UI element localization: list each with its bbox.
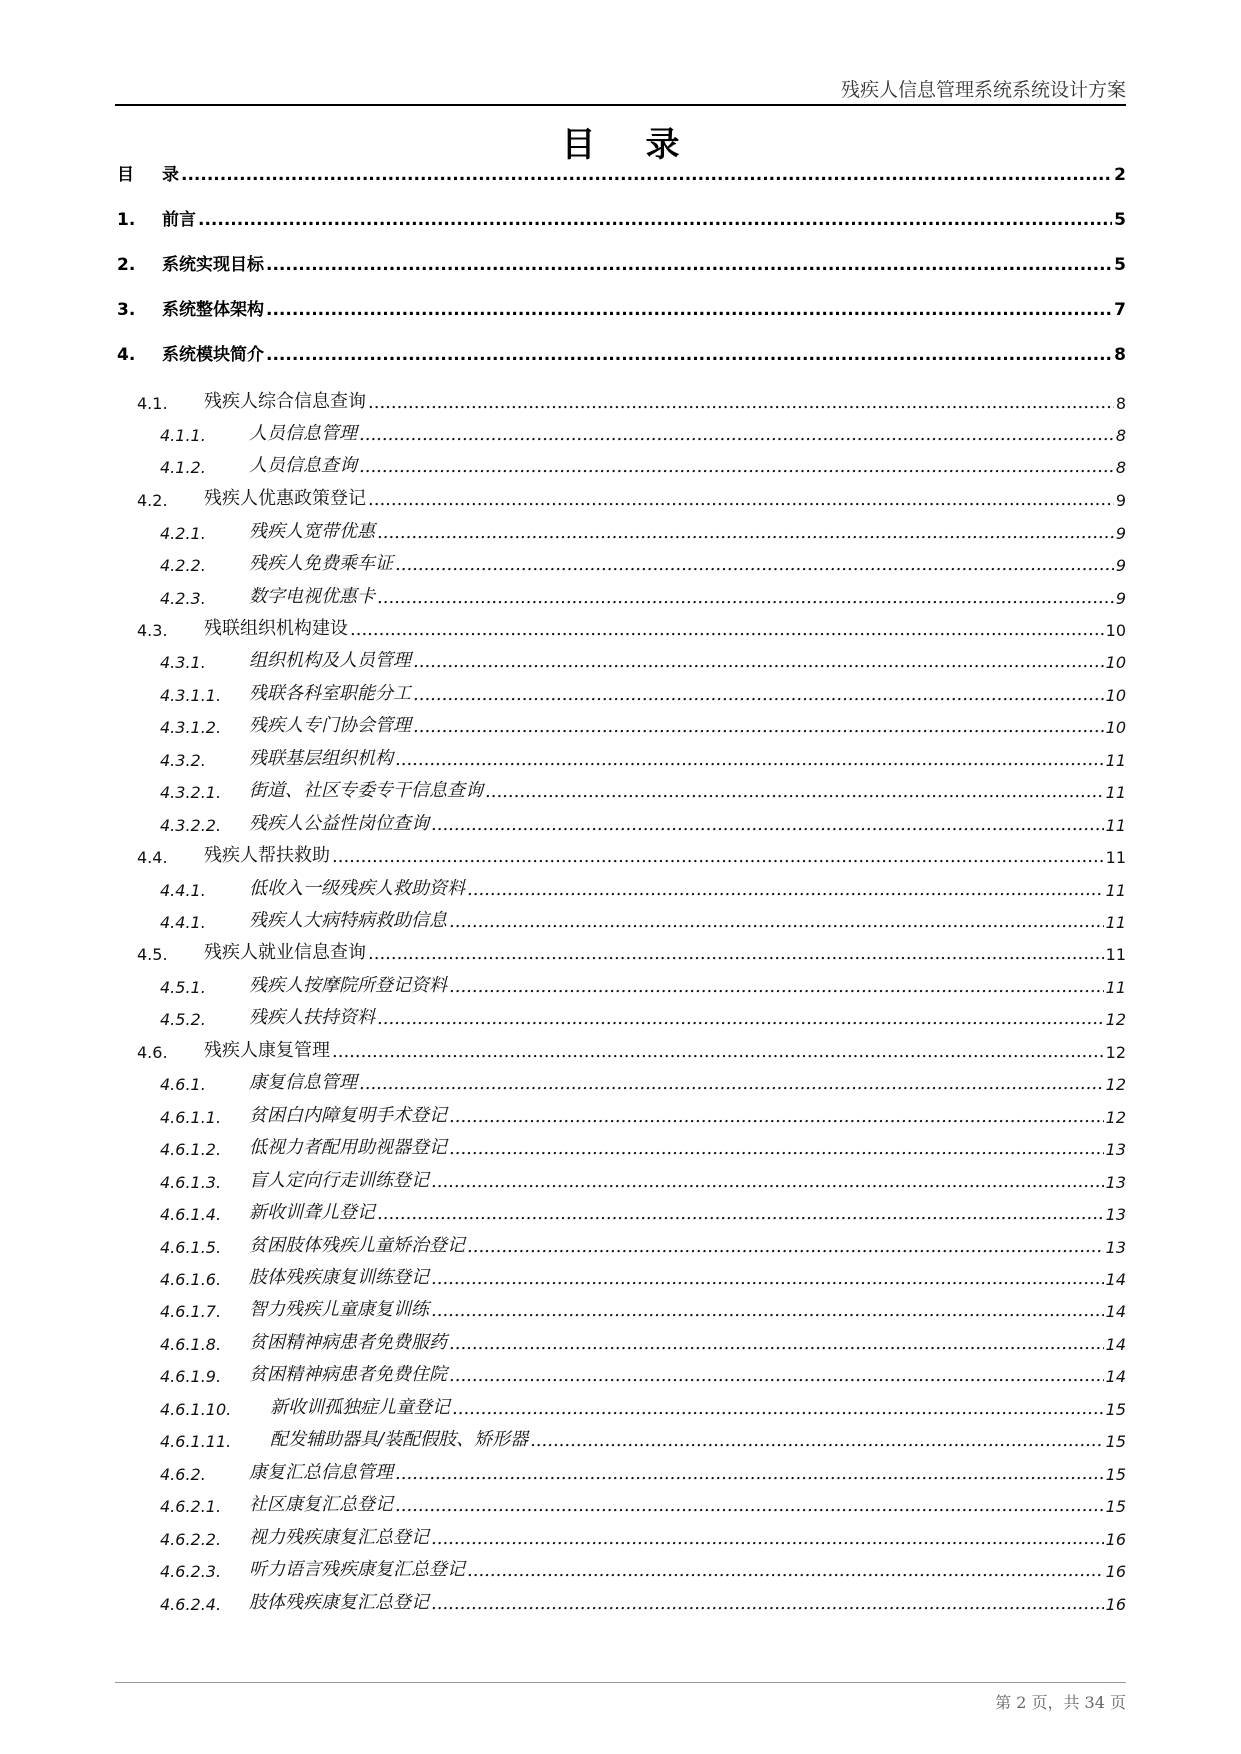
toc-entry[interactable] xyxy=(160,1584,1126,1614)
page-number-footer: 第 2 页，共 34 页 xyxy=(995,1693,1126,1712)
toc-entry-title: 组织机构及人员管理 xyxy=(249,650,411,671)
toc-entry-number: 4.3.2. xyxy=(160,751,206,770)
toc-entry-title: 街道、社区专委专干信息查询 xyxy=(249,780,483,801)
toc-entry[interactable] xyxy=(117,155,1126,185)
toc-leader-dots xyxy=(449,911,1104,932)
toc-entry-title: 残疾人大病特病救助信息 xyxy=(249,910,447,931)
toc-entry[interactable] xyxy=(117,335,1126,365)
toc-entry-number: 4.1.2. xyxy=(160,458,206,477)
toc-entry-page: 11 xyxy=(1105,881,1126,900)
toc-leader-dots xyxy=(395,1495,1104,1516)
toc-entry-number: 4.3.1.1. xyxy=(160,686,222,705)
toc-leader-dots xyxy=(467,1236,1104,1257)
toc-entry[interactable] xyxy=(137,610,1126,640)
toc-entry-page: 12 xyxy=(1105,1075,1126,1094)
toc-entry-page: 14 xyxy=(1105,1302,1126,1321)
toc-entry-page: 15 xyxy=(1105,1400,1126,1419)
toc-entry-page: 14 xyxy=(1105,1335,1126,1354)
toc-entry[interactable] xyxy=(160,1259,1126,1289)
toc-entry-page: 5 xyxy=(1114,255,1126,275)
toc-entry[interactable] xyxy=(160,675,1126,705)
toc-entry-title: 肢体残疾康复汇总登记 xyxy=(249,1592,429,1613)
toc-entry-page: 13 xyxy=(1105,1173,1126,1192)
toc-entry-page: 15 xyxy=(1105,1465,1126,1484)
toc-leader-dots xyxy=(431,1268,1104,1289)
toc-entry[interactable] xyxy=(160,1291,1126,1321)
toc-entry[interactable] xyxy=(160,1421,1126,1451)
toc-entry-page: 14 xyxy=(1105,1270,1126,1289)
toc-entry-number: 4.6.1.5. xyxy=(160,1238,222,1257)
toc-entry-number: 4.4.1. xyxy=(160,913,206,932)
toc-entry-number: 4. xyxy=(117,345,136,365)
toc-leader-dots xyxy=(431,1528,1104,1549)
toc-leader-dots xyxy=(413,684,1104,705)
toc-entry-title: 残疾人免费乘车证 xyxy=(249,553,393,574)
toc-entry[interactable] xyxy=(160,805,1126,835)
toc-entry-page: 9 xyxy=(1115,556,1126,575)
toc-entry-title: 残疾人就业信息查询 xyxy=(204,942,366,963)
toc-entry-title: 残联组织机构建设 xyxy=(204,618,348,639)
toc-entry-page: 8 xyxy=(1114,345,1126,365)
toc-entry-number: 4.6. xyxy=(137,1043,168,1062)
toc-leader-dots xyxy=(431,1300,1104,1321)
toc-entry[interactable] xyxy=(160,1162,1126,1192)
toc-entry-number: 4.6.1.6. xyxy=(160,1270,222,1289)
toc-entry[interactable] xyxy=(160,415,1126,445)
toc-entry-title: 残疾人专门协会管理 xyxy=(249,715,411,736)
toc-entry[interactable] xyxy=(137,480,1126,510)
toc-entry-title: 人员信息管理 xyxy=(249,423,357,444)
toc-entry-number: 4.1.1. xyxy=(160,426,206,445)
toc-entry-number: 4.3.2.2. xyxy=(160,816,222,835)
toc-leader-dots xyxy=(485,781,1104,802)
toc-entry-number: 4.6.2.1. xyxy=(160,1497,222,1516)
toc-entry-title: 盲人定向行走训练登记 xyxy=(249,1170,429,1191)
toc-entry-title: 贫困精神病患者免费服药 xyxy=(249,1332,447,1353)
toc-entry-number: 4.6.1. xyxy=(160,1075,206,1094)
toc-leader-dots xyxy=(266,300,1112,320)
toc-entry[interactable] xyxy=(137,837,1126,867)
toc-entry-number: 3. xyxy=(117,300,136,320)
toc-entry-page: 16 xyxy=(1105,1595,1126,1614)
toc-entry-title: 智力残疾儿童康复训练 xyxy=(249,1299,429,1320)
toc-entry-page: 7 xyxy=(1114,300,1126,320)
toc-entry-number: 4.6.1.10. xyxy=(160,1400,232,1419)
toc-entry[interactable] xyxy=(160,1389,1126,1419)
toc-entry-page: 9 xyxy=(1115,491,1126,510)
toc-entry-page: 8 xyxy=(1115,458,1126,477)
toc-entry-number: 4.3. xyxy=(137,621,168,640)
toc-leader-dots xyxy=(395,749,1104,770)
toc-entry[interactable] xyxy=(160,513,1126,543)
toc-entry[interactable] xyxy=(160,1129,1126,1159)
toc-entry[interactable] xyxy=(137,383,1126,413)
toc-entry[interactable] xyxy=(160,447,1126,477)
toc-entry-title: 肢体残疾康复训练登记 xyxy=(249,1267,429,1288)
toc-entry-title: 贫困精神病患者免费住院 xyxy=(249,1364,447,1385)
toc-leader-dots xyxy=(449,1138,1104,1159)
toc-entry-page: 9 xyxy=(1115,589,1126,608)
toc-entry-title: 残疾人康复管理 xyxy=(204,1040,330,1061)
toc-entry-title: 听力语言残疾康复汇总登记 xyxy=(249,1559,465,1580)
toc-entry-title: 低视力者配用助视器登记 xyxy=(249,1137,447,1158)
toc-entry-number: 4.6.1.4. xyxy=(160,1205,222,1224)
toc-entry-title: 社区康复汇总登记 xyxy=(249,1494,393,1515)
toc-entry[interactable] xyxy=(160,772,1126,802)
toc-leader-dots xyxy=(266,255,1112,275)
toc-leader-dots xyxy=(431,1593,1104,1614)
toc-entry-number: 4.2.3. xyxy=(160,589,206,608)
toc-entry-page: 11 xyxy=(1105,978,1126,997)
toc-entry-title: 配发辅助器具/装配假肢、矫形器 xyxy=(270,1429,529,1450)
toc-entry-title: 新收训孤独症儿童登记 xyxy=(270,1397,450,1418)
toc-entry-page: 12 xyxy=(1105,1108,1126,1127)
toc-entry-page: 12 xyxy=(1105,1043,1126,1062)
toc-leader-dots xyxy=(449,1333,1104,1354)
toc-entry-page: 9 xyxy=(1115,524,1126,543)
toc-entry-number: 4.5.2. xyxy=(160,1010,206,1029)
toc-entry-number: 4.5. xyxy=(137,945,168,964)
toc-leader-dots xyxy=(332,1041,1104,1062)
toc-entry-page: 15 xyxy=(1105,1497,1126,1516)
toc-entry[interactable] xyxy=(160,870,1126,900)
toc-entry-page: 13 xyxy=(1105,1140,1126,1159)
toc-entry-title: 贫困白内障复明手术登记 xyxy=(249,1105,447,1126)
running-header-title: 残疾人信息管理系统系统设计方案 xyxy=(840,79,1126,101)
toc-leader-dots xyxy=(332,846,1104,867)
toc-leader-dots xyxy=(431,814,1104,835)
toc-leader-dots xyxy=(359,424,1114,445)
toc-entry-page: 14 xyxy=(1105,1367,1126,1386)
toc-entry-page: 10 xyxy=(1105,653,1126,672)
toc-entry-title: 数字电视优惠卡 xyxy=(249,586,375,607)
toc-entry-number: 4.2. xyxy=(137,491,168,510)
toc-leader-dots xyxy=(198,210,1112,230)
toc-leader-dots xyxy=(431,1171,1104,1192)
toc-leader-dots xyxy=(530,1430,1104,1451)
header-divider xyxy=(115,104,1126,106)
toc-entry-number: 4.4. xyxy=(137,848,168,867)
toc-entry-title: 录 xyxy=(162,165,179,185)
toc-leader-dots xyxy=(368,489,1114,510)
toc-entry-number: 4.6.1.11. xyxy=(160,1432,232,1451)
toc-entry-page: 5 xyxy=(1114,210,1126,230)
toc-entry-title: 新收训聋儿登记 xyxy=(249,1202,375,1223)
toc-leader-dots xyxy=(395,554,1114,575)
toc-entry-title: 康复信息管理 xyxy=(249,1072,357,1093)
toc-entry[interactable] xyxy=(160,1486,1126,1516)
toc-entry[interactable] xyxy=(160,902,1126,932)
toc-entry-title: 残疾人公益性岗位查询 xyxy=(249,813,429,834)
toc-leader-dots xyxy=(449,1365,1104,1386)
toc-entry-page: 15 xyxy=(1105,1432,1126,1451)
toc-leader-dots xyxy=(181,165,1112,185)
toc-entry[interactable] xyxy=(160,707,1126,737)
toc-entry-page: 2 xyxy=(1114,165,1126,185)
toc-entry-title: 残疾人按摩院所登记资料 xyxy=(249,975,447,996)
toc-entry-title: 贫困肢体残疾儿童矫治登记 xyxy=(249,1235,465,1256)
toc-entry-number: 2. xyxy=(117,255,136,275)
toc-entry-title: 残疾人综合信息查询 xyxy=(204,391,366,412)
toc-entry-number: 4.2.2. xyxy=(160,556,206,575)
toc-entry-page: 11 xyxy=(1105,848,1126,867)
toc-leader-dots xyxy=(467,1560,1104,1581)
toc-entry-number: 4.1. xyxy=(137,394,168,413)
toc-leader-dots xyxy=(377,1203,1104,1224)
toc-entry-number: 4.6.1.1. xyxy=(160,1108,222,1127)
toc-entry-number: 4.6.2.3. xyxy=(160,1562,222,1581)
toc-entry-page: 13 xyxy=(1105,1238,1126,1257)
toc-entry[interactable] xyxy=(160,740,1126,770)
toc-leader-dots xyxy=(368,943,1104,964)
toc-entry-number: 4.6.1.8. xyxy=(160,1335,222,1354)
toc-entry-number: 4.3.1.2. xyxy=(160,718,222,737)
toc-entry-page: 10 xyxy=(1105,686,1126,705)
toc-leader-dots xyxy=(377,522,1114,543)
toc-entry[interactable] xyxy=(160,1097,1126,1127)
page-title-part-2: 录 xyxy=(645,125,680,165)
toc-entry[interactable] xyxy=(160,999,1126,1029)
toc-entry-number: 4.6.1.3. xyxy=(160,1173,222,1192)
toc-entry-title: 残联基层组织机构 xyxy=(249,748,393,769)
toc-entry-title: 系统实现目标 xyxy=(162,255,264,275)
toc-entry[interactable] xyxy=(137,1032,1126,1062)
toc-entry-number: 4.4.1. xyxy=(160,881,206,900)
page-title-part-1: 目 xyxy=(561,125,596,165)
toc-entry[interactable] xyxy=(137,934,1126,964)
toc-entry-page: 11 xyxy=(1105,816,1126,835)
toc-entry-number: 4.6.1.9. xyxy=(160,1367,222,1386)
toc-entry-page: 11 xyxy=(1105,913,1126,932)
toc-entry-number: 4.3.2.1. xyxy=(160,783,222,802)
toc-leader-dots xyxy=(452,1398,1104,1419)
toc-leader-dots xyxy=(413,716,1104,737)
toc-entry-number: 4.5.1. xyxy=(160,978,206,997)
toc-entry-page: 16 xyxy=(1105,1530,1126,1549)
toc-entry-title: 前言 xyxy=(162,210,196,230)
toc-entry-page: 11 xyxy=(1105,945,1126,964)
toc-entry-title: 残联各科室职能分工 xyxy=(249,683,411,704)
toc-leader-dots xyxy=(359,456,1114,477)
toc-leader-dots xyxy=(368,392,1114,413)
toc-entry[interactable] xyxy=(117,290,1126,320)
toc-leader-dots xyxy=(266,345,1112,365)
toc-entry-page: 11 xyxy=(1105,751,1126,770)
toc-entry[interactable] xyxy=(117,245,1126,275)
toc-entry[interactable] xyxy=(160,1227,1126,1257)
toc-leader-dots xyxy=(395,1463,1104,1484)
toc-entry-number: 目 xyxy=(117,165,134,185)
toc-entry-number: 1. xyxy=(117,210,136,230)
toc-leader-dots xyxy=(413,651,1104,672)
toc-entry-title: 人员信息查询 xyxy=(249,455,357,476)
toc-entry-title: 低收入一级残疾人救助资料 xyxy=(249,878,465,899)
toc-entry[interactable] xyxy=(160,1324,1126,1354)
toc-entry[interactable] xyxy=(160,1194,1126,1224)
toc-entry-number: 4.6.2.2. xyxy=(160,1530,222,1549)
toc-entry-number: 4.3.1. xyxy=(160,653,206,672)
toc-entry-page: 11 xyxy=(1105,783,1126,802)
toc-entry[interactable] xyxy=(160,1519,1126,1549)
toc-entry-title: 康复汇总信息管理 xyxy=(249,1462,393,1483)
toc-entry-title: 残疾人优惠政策登记 xyxy=(204,488,366,509)
toc-leader-dots xyxy=(359,1073,1104,1094)
toc-entry-title: 残疾人扶持资料 xyxy=(249,1007,375,1028)
toc-entry-page: 12 xyxy=(1105,1010,1126,1029)
toc-leader-dots xyxy=(449,976,1104,997)
toc-entry-page: 10 xyxy=(1105,718,1126,737)
toc-entry-number: 4.6.2. xyxy=(160,1465,206,1484)
toc-entry[interactable] xyxy=(160,1356,1126,1386)
toc-entry[interactable] xyxy=(160,1064,1126,1094)
toc-entry-page: 16 xyxy=(1105,1562,1126,1581)
toc-entry-number: 4.2.1. xyxy=(160,524,206,543)
toc-leader-dots xyxy=(449,1106,1104,1127)
toc-entry-number: 4.6.2.4. xyxy=(160,1595,222,1614)
toc-entry-page: 8 xyxy=(1115,394,1126,413)
toc-entry-page: 8 xyxy=(1115,426,1126,445)
toc-entry-title: 系统整体架构 xyxy=(162,300,264,320)
toc-entry-page: 13 xyxy=(1105,1205,1126,1224)
toc-entry-number: 4.6.1.7. xyxy=(160,1302,222,1321)
toc-entry[interactable] xyxy=(117,200,1126,230)
toc-entry-title: 残疾人帮扶救助 xyxy=(204,845,330,866)
toc-leader-dots xyxy=(377,587,1114,608)
toc-entry[interactable] xyxy=(160,1454,1126,1484)
toc-entry[interactable] xyxy=(160,1551,1126,1581)
toc-entry[interactable] xyxy=(160,545,1126,575)
toc-entry[interactable] xyxy=(160,967,1126,997)
toc-entry-title: 视力残疾康复汇总登记 xyxy=(249,1527,429,1548)
toc-entry[interactable] xyxy=(160,642,1126,672)
toc-entry-page: 10 xyxy=(1105,621,1126,640)
toc-entry-number: 4.6.1.2. xyxy=(160,1140,222,1159)
toc-entry-title: 系统模块简介 xyxy=(162,345,264,365)
toc-entry-title: 残疾人宽带优惠 xyxy=(249,521,375,542)
toc-entry[interactable] xyxy=(160,578,1126,608)
toc-leader-dots xyxy=(467,879,1104,900)
footer-divider xyxy=(115,1682,1126,1683)
toc-leader-dots xyxy=(350,619,1104,640)
toc-leader-dots xyxy=(377,1008,1104,1029)
